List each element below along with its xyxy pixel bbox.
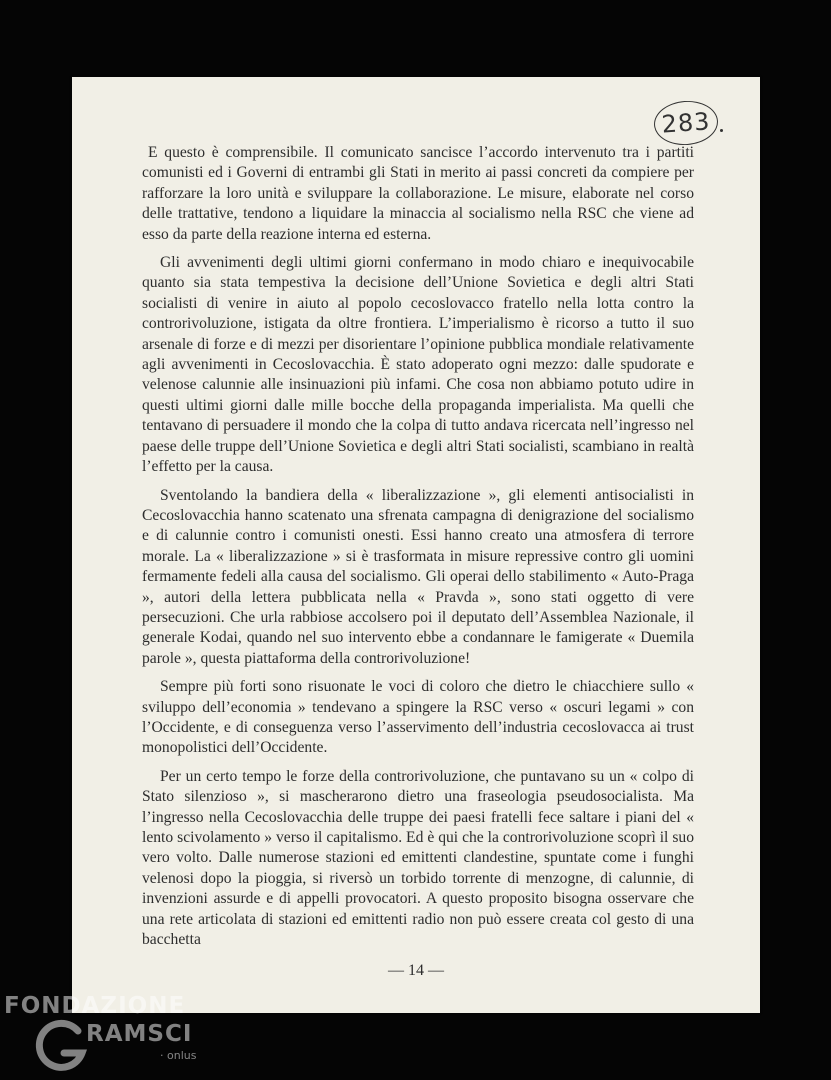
- paragraph-5: Per un certo tempo le forze della controrivoluzione, che puntavano su un « colpo di Stato silenzioso », si mascherarono dietro una fraseologia pseudosocialista. Ma l’ingresso nella Cecoslovacchia delle truppe dei paesi fratelli fece saltare i piani del « lento scivolamento » verso il capitalismo. Ed è qui che la controrivoluzione scoprì il suo vero volto. Dalle numerose stazioni ed emittenti clandestine, spuntate come i funghi velenosi dopo la pioggia, si riversò un torbido torrente di menzogne, di calunnie, di invenzioni assurde e di appelli provocatori. A questo proposito bisogna osservare che una rete articolata di stazioni ed emittenti radio non può essere creata col gesto di una bacchetta: [142, 767, 694, 949]
- page-number: — 14 —: [388, 962, 444, 979]
- document-page: [72, 77, 760, 1013]
- handwritten-page-annotation: [653, 99, 720, 147]
- fondazione-gramsci-watermark: [0, 985, 250, 1080]
- paragraph-1: E questo è comprensibile. Il comunicato sancisce l’accordo intervenuto tra i partiti comunisti ed i Governi di entrambi gli Stati in merito ai passi concreti da compiere per rafforzare la loro unità e sviluppare la collaborazione. Le misure, elaborate nel corso delle trattative, tendono a liquidare la minaccia al socialismo nella RSC che viene ad esso da parte della reazione interna ed esterna.: [142, 144, 694, 243]
- gramsci-g-logo-icon: [34, 1017, 90, 1073]
- watermark-line-3: · onlus: [160, 1049, 197, 1062]
- annotation-number: 283: [660, 107, 712, 139]
- paragraph-2: Gli avvenimenti degli ultimi giorni confermano in modo chiaro e inequivocabile quanto sia stata tempestiva la decisione dell’Unione Sovietica e degli altri Stati socialisti di venire in aiuto al popolo cecoslovacco fratello nella lotta contro la controrivoluzione, istigata da oltre frontiera. L’imperialismo è ricorso a tutto il suo arsenale di forze e di mezzi per disorientare l’opinione pubblica mondiale relativamente agli avvenimenti in Cecoslovacchia. È stato adoperato ogni mezzo: dalle spudorate e velenose calunnie alle insinuazioni più infami. Che cosa non abbiamo potuto udire in questi ultimi giorni dalle mille bocche della propaganda imperialista. Ma quelli che tentavano di persuadere il mondo che la colpa di tutto andava ricercata nell’ingresso nel paese delle truppe dell’Unione Sovietica e degli altri Stati socialisti, scambiano in realtà l’effetto per la causa.: [142, 254, 694, 476]
- watermark-line-2: RAMSCI: [86, 1021, 193, 1047]
- watermark-onlus: onlus: [167, 1049, 197, 1062]
- paragraph-4: Sempre più forti sono risuonate le voci di coloro che dietro le chiacchiere sullo « sviluppo dell’economia » tendevano a spingere la RSC verso « oscuri legami » con l’Occidente, e di conseguenza verso l’asservimento dell’industria cecoslovacca ai trust monopolistici dell’Occidente.: [142, 678, 694, 757]
- annotation-mark: [720, 129, 723, 132]
- watermark-line-1: FONDAZIONE: [4, 993, 186, 1019]
- paragraph-3: Sventolando la bandiera della « liberalizzazione », gli elementi antisocialisti in Cecoslovacchia hanno scatenato una sfrenata campagna di denigrazione del socialismo e di calunnie contro i comunisti onesti. Essi hanno creato una atmosfera di terrore morale. La « liberalizzazione » si è trasformata in misure repressive contro gli uomini fermamente fedeli alla causa del socialismo. Gli operai dello stabilimento « Auto-Praga », autori della lettera pubblicata nella « Pravda », sono stati oggetto di vere persecuzioni. Che urla rabbiose accolsero poi il deputato dell’Assemblea Nazionale, il generale Kodai, quando nel suo intervento ebbe a condannare le famigerate « Duemila parole », questa piattaforma della controrivoluzione!: [142, 486, 694, 667]
- body-text: [142, 143, 694, 958]
